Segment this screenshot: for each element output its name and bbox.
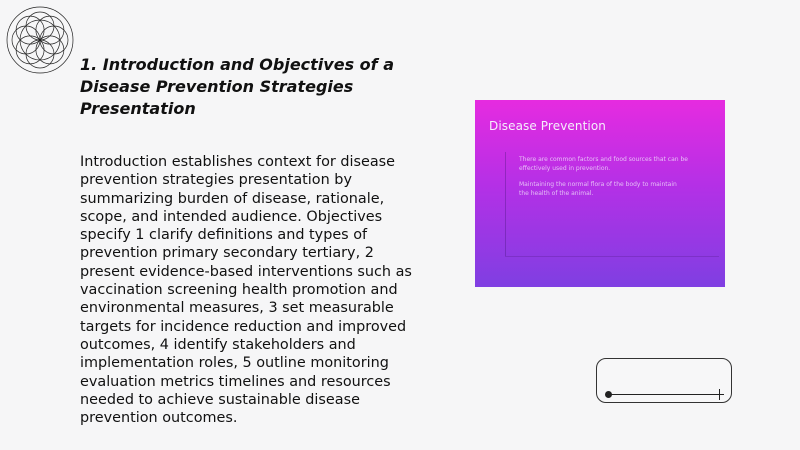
slide-body-text: Introduction establishes context for disease prevention strategies presentation by summarizing burden of disease, rationale, scope, and intended audience. Objectives specify 1 clarify definitions and types of prevention primary secondary tertiary, 2 present evidence-based interventions such as vaccination screening health promotion and environmental measures, 3 set measurable targets for incidence reduction and improved outcomes, 4 identify stakeholders and implementation roles, 5 outline monitoring evaluation metrics timelines and resources needed to achieve sustainable disease prevention outcomes. (80, 154, 412, 427)
slide-thumbnail-image (475, 100, 725, 287)
thumbnail-divider (505, 152, 506, 256)
scrubber-end-cap-icon (715, 394, 724, 395)
thumbnail-line: Maintaining the normal flora of the body to maintain (519, 181, 677, 188)
thumbnail-line: the health of the animal. (519, 190, 594, 197)
thumbnail-title: Disease Prevention (489, 119, 606, 133)
thumbnail-line: There are common factors and food sources that can be (519, 156, 688, 163)
media-scrubber[interactable] (596, 358, 732, 403)
thumbnail-line: effectively used in prevention. (519, 165, 611, 172)
scrubber-handle[interactable] (605, 391, 612, 398)
slide-title: 1. Introduction and Objectives of a Disease Prevention Strategies Presentation (80, 55, 394, 118)
rosette-logo-icon (5, 5, 75, 75)
scrubber-track[interactable] (609, 394, 721, 395)
